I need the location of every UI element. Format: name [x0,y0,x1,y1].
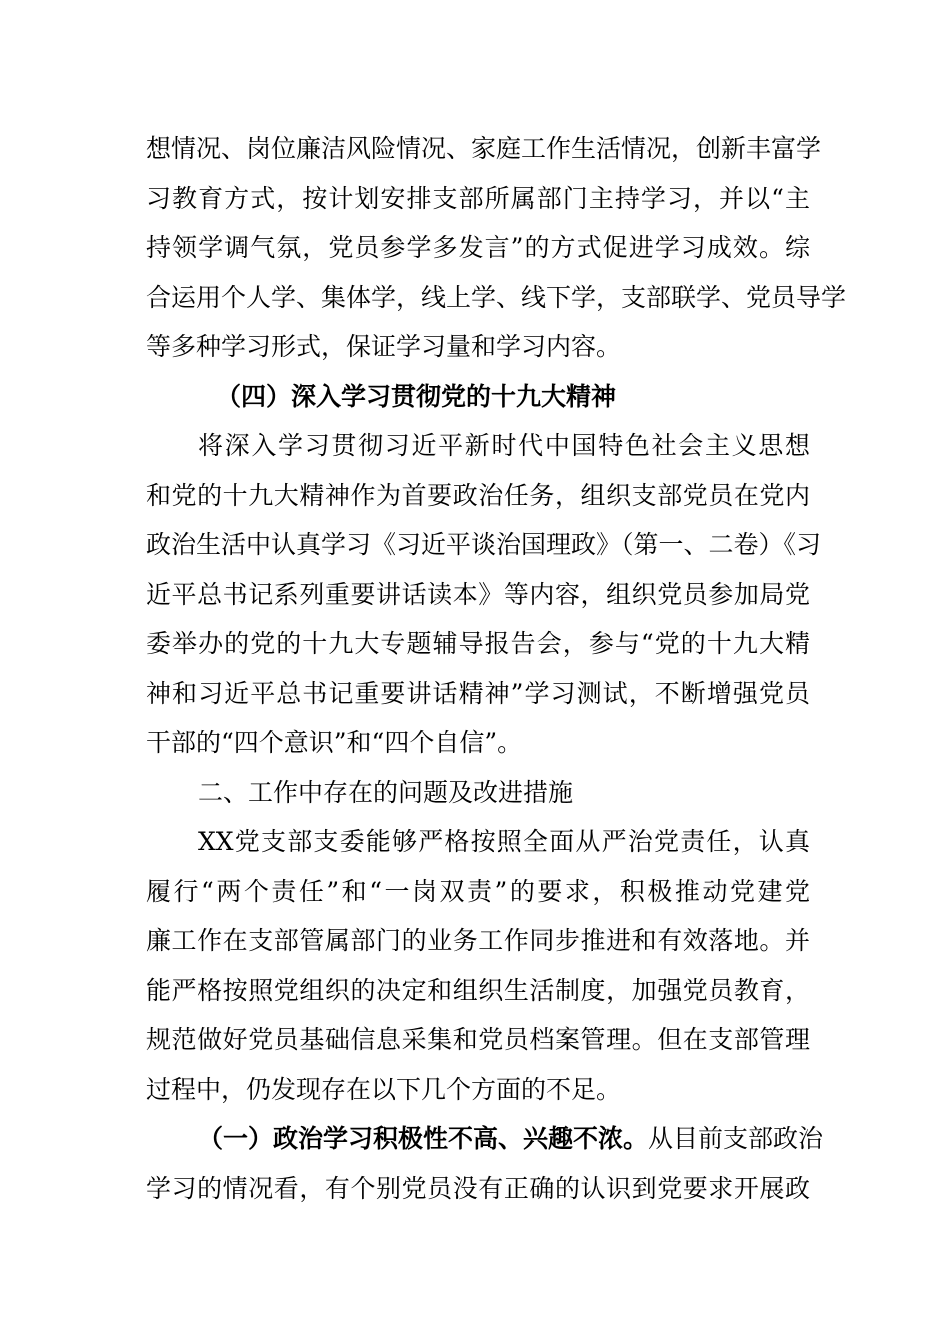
text-line: 学习的情况看，有个别党员没有正确的认识到党要求开展政 [146,1173,810,1203]
section-heading-4: （四）深入学习贯彻党的十九大精神 [216,381,617,411]
text-line: 习教育方式，按计划安排支部所属部门主持学习，并以“主 [146,183,810,213]
paragraph-nineteenth-congress [146,421,822,768]
text-line: 近平总书记系列重要讲话读本》等内容，组织党员参加局党 [146,579,810,609]
text-line: 合运用个人学、集体学，线上学、线下学，支部联学、党员导学 [146,282,847,312]
paragraph-problem-one [146,1114,824,1213]
text-line: 持领学调气氛，党员参学多发言”的方式促进学习成效。综 [146,233,810,262]
text-line: 将深入学习贯彻习近平新时代中国特色社会主义思想 [198,431,810,460]
text-line: 神和习近平总书记重要讲话精神”学习测试，不断增强党员 [146,678,810,708]
text-line: 和党的十九大精神作为首要政治任务，组织支部党员在党内 [146,480,810,510]
text-line: XX党支部支委能够严格按照全面从严治党责任，认真 [198,827,810,856]
text-line: 委举办的党的十九大专题辅导报告会，参与“党的十九大精 [146,629,810,658]
text-line: 廉工作在支部管属部门的业务工作同步推进和有效落地。并 [146,926,810,955]
text-line: 能严格按照党组织的决定和组织生活制度，加强党员教育， [146,975,810,1005]
document-body [146,124,847,1213]
text-line: 等多种学习形式，保证学习量和学习内容。 [146,332,622,361]
text-line: 履行“两个责任”和“一岗双责”的要求，积极推动党建党 [146,876,810,906]
paragraph-learning-methods [146,124,847,372]
problem-one-text: 从目前支部政治 [648,1124,824,1153]
paragraph-branch-overview [146,817,810,1114]
text-line [146,1114,824,1164]
section-heading-2: 二、工作中存在的问题及改进措施 [198,777,574,807]
text-line: 过程中，仍发现存在以下几个方面的不足。 [146,1074,622,1104]
text-line: 想情况、岗位廉洁风险情况、家庭工作生活情况，创新丰富学 [146,134,822,163]
text-line: 规范做好党员基础信息采集和党员档案管理。但在支部管理 [146,1025,810,1054]
problem-one-title: （一）政治学习积极性不高、兴趣不浓。 [198,1124,649,1153]
text-line: 政治生活中认真学习《习近平谈治国理政》（第一、二卷）《习 [146,530,822,559]
text-line: 干部的“四个意识”和“四个自信”。 [146,728,523,757]
